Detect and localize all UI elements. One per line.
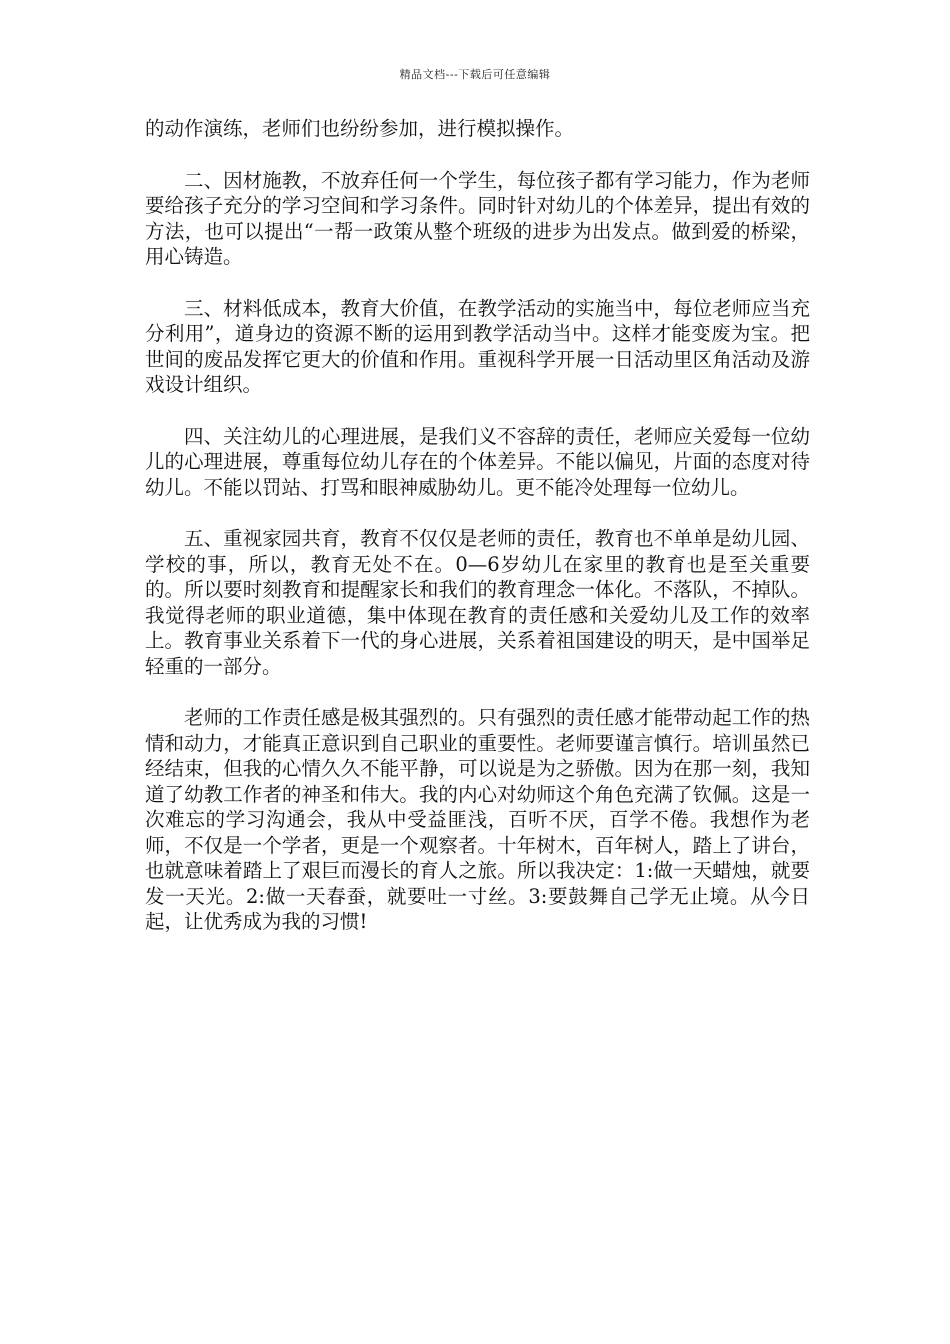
document-body [145, 116, 810, 961]
paragraph-point-three: 三、材料低成本，教育大价值，在教学活动的实施当中，每位老师应当充分利用”，道身边的资源不断的运用到教学活动当中。这样才能变废为宝。把世间的废品发挥它更大的价值和作用。重视科学开展一日活动里区角活动及游戏设计组织。 [145, 296, 810, 396]
paragraph-point-five: 五、重视家园共育，教育不仅仅是老师的责任，教育也不单单是幼儿园、学校的事，所以，教育无处不在。0—6岁幼儿在家里的教育也是至关重要的。所以要时刻教育和提醒家长和我们的教育理念一体化。不落队，不掉队。我觉得老师的职业道德，集中体现在教育的责任感和关爱幼儿及工作的效率上。教育事业关系着下一代的身心进展，关系着祖国建设的明天，是中国举足轻重的一部分。 [145, 527, 810, 678]
paragraph-continuation: 的动作演练，老师们也纷纷参加，进行模拟操作。 [145, 117, 575, 140]
paragraph-conclusion: 老师的工作责任感是极其强烈的。只有强烈的责任感才能带动起工作的热情和动力，才能真正意识到自己职业的重要性。老师要谨言慎行。培训虽然已经结束，但我的心情久久不能平静，可以说是为之骄傲。因为在那一刻，我知道了幼教工作者的神圣和伟大。我的内心对幼师这个角色充满了钦佩。这是一次难忘的学习沟通会，我从中受益匪浅，百听不厌，百学不倦。我想作为老师，不仅是一个学者，更是一个观察者。十年树木，百年树人，踏上了讲台，也就意味着踏上了艰巨而漫长的育人之旅。所以我决定：1:做一天蜡烛，就要发一天光。2:做一天春蚕，就要吐一寸丝。3:要鼓舞自己学无止境。从今日起，让优秀成为我的习惯! [145, 706, 810, 933]
paragraph-point-four: 四、关注幼儿的心理进展，是我们义不容辞的责任，老师应关爱每一位幼儿的心理进展，尊重每位幼儿存在的个体差异。不能以偏见，片面的态度对待幼儿。不能以罚站、打骂和眼神威胁幼儿。更不能冷处理每一位幼儿。 [145, 424, 810, 499]
paragraph-point-two: 二、因材施教，不放弃任何一个学生，每位孩子都有学习能力，作为老师要给孩子充分的学习空间和学习条件。同时针对幼儿的个体差异，提出有效的方法，也可以提出“一帮一政策从整个班级的进步为出发点。做到爱的桥梁，用心铸造。 [145, 168, 810, 268]
page-header: 精品文档---下载后可任意编辑 [399, 68, 551, 81]
